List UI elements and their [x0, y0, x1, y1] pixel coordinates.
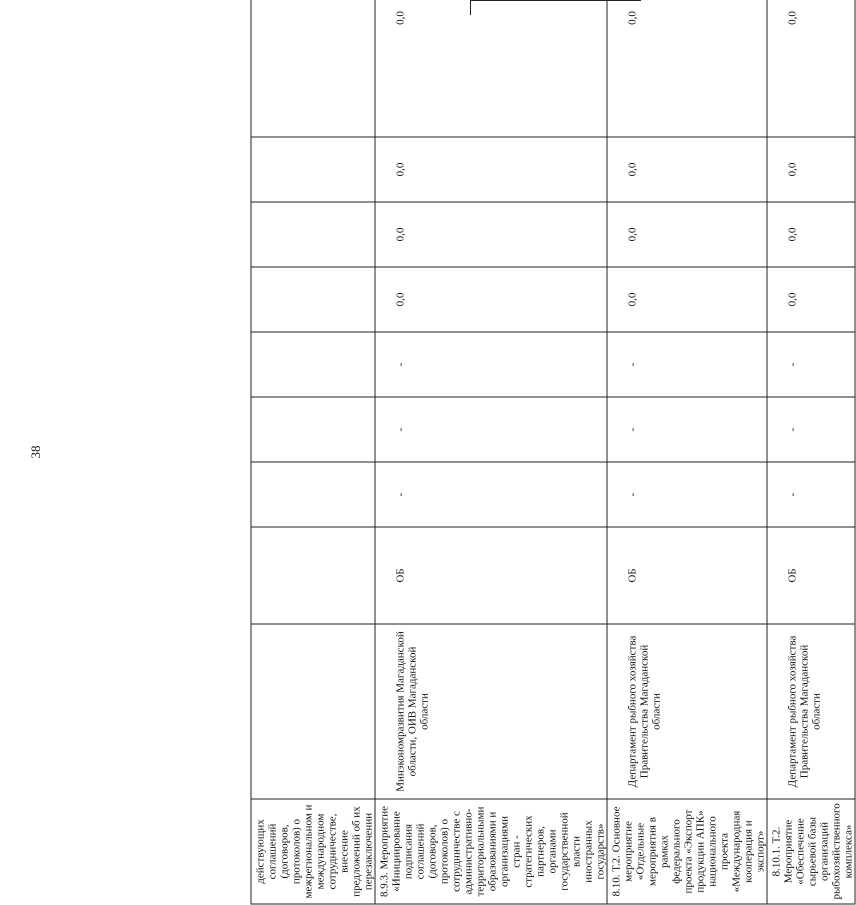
amount-value-cell	[251, 0, 375, 137]
amount-value: 0,0	[786, 292, 799, 307]
amount-value-cell	[251, 202, 375, 267]
empty-value	[255, 337, 271, 393]
amount-value-cell	[375, 137, 607, 202]
responsible-executor: Минэкономразвития Магаданской области, ОИВ Магаданской области	[394, 631, 431, 792]
amount-value: 0,0	[786, 227, 799, 242]
amount-value: 0,0	[786, 11, 799, 25]
empty-value: -	[786, 492, 799, 497]
empty-value-cell	[251, 397, 375, 462]
empty-value: -	[786, 427, 799, 432]
empty-value-cell	[607, 462, 767, 527]
amount-value: 0,0	[786, 162, 799, 177]
activity-name: 8.10. Т.2. Основное мероприятие «Отдельные мероприятия в рамках федерального проекта «Экспорт продукции АПК» национального проекта «Международная кооперация и экспорт»	[607, 799, 767, 904]
empty-value-cell	[251, 332, 375, 397]
funding-source	[255, 532, 271, 620]
funding-source: ОБ	[786, 568, 799, 583]
funding-source: ОБ	[626, 568, 639, 583]
funding-source-cell	[767, 527, 855, 624]
empty-value-cell	[375, 397, 607, 462]
amount-value	[255, 0, 271, 133]
empty-value-cell	[607, 397, 767, 462]
funding-source-cell	[251, 527, 375, 624]
empty-value-cell	[767, 397, 855, 462]
amount-value-cell	[375, 267, 607, 332]
responsible-executor-cell	[607, 624, 767, 799]
empty-value-cell	[607, 332, 767, 397]
activity-name: 8.10.1. Т.2. Мероприятие «Обеспечение сырьевой базы организаций рыбохозяйственного комплекса»	[767, 799, 855, 904]
amount-value: 0,0	[626, 227, 639, 242]
responsible-executor-cell	[251, 624, 375, 799]
amount-value-cell	[375, 0, 607, 137]
empty-value	[255, 402, 271, 458]
empty-value: -	[394, 492, 407, 497]
amount-value-cell	[767, 202, 855, 267]
activity-name: действующих соглашений (договоров, протоколов) о межрегиональном и международном сотрудничестве, внесение предложений об их перезаключении	[251, 799, 375, 904]
program-activities-table	[251, 0, 856, 905]
amount-value-cell	[767, 137, 855, 202]
responsible-executor	[255, 629, 271, 795]
empty-value: -	[394, 427, 407, 432]
responsible-executor-cell	[767, 624, 855, 799]
funding-source-cell	[607, 527, 767, 624]
page-number: 38	[28, 445, 43, 459]
empty-value: -	[626, 492, 639, 497]
empty-value-cell	[767, 332, 855, 397]
empty-value: -	[786, 362, 799, 367]
empty-value-cell	[375, 332, 607, 397]
amount-value	[255, 142, 271, 198]
amount-value-cell	[251, 267, 375, 332]
funding-source: ОБ	[394, 568, 407, 583]
table-row	[767, 0, 855, 904]
amount-value-cell	[767, 267, 855, 332]
table-row	[375, 0, 607, 904]
funding-source-cell	[375, 527, 607, 624]
responsible-executor: Департамент рыбного хозяйства Правительства Магаданской области	[786, 635, 823, 788]
empty-value-cell	[251, 462, 375, 527]
empty-value-cell	[375, 462, 607, 527]
amount-value: 0,0	[626, 11, 639, 25]
table-row	[251, 0, 375, 904]
amount-value-cell	[767, 0, 855, 137]
empty-value: -	[626, 427, 639, 432]
amount-value-cell	[607, 267, 767, 332]
amount-value	[255, 272, 271, 328]
amount-value: 0,0	[394, 292, 407, 307]
amount-value: 0,0	[394, 162, 407, 177]
amount-value: 0,0	[626, 292, 639, 307]
table-row	[607, 0, 767, 904]
responsible-executor-cell	[375, 624, 607, 799]
amount-value-cell	[251, 137, 375, 202]
empty-value: -	[394, 362, 407, 367]
empty-value	[255, 467, 271, 523]
amount-value: 0,0	[394, 11, 407, 25]
empty-value-cell	[767, 462, 855, 527]
amount-value-cell	[607, 0, 767, 137]
amount-value-cell	[607, 202, 767, 267]
amount-value	[255, 207, 271, 263]
amount-value: 0,0	[394, 227, 407, 242]
empty-value: -	[626, 362, 639, 367]
amount-value-cell	[607, 137, 767, 202]
amount-value-cell	[375, 202, 607, 267]
amount-value: 0,0	[626, 162, 639, 177]
responsible-executor: Департамент рыбного хозяйства Правительства Магаданской области	[626, 635, 663, 788]
activity-name: 8.9.3. Мероприятие «Инициирование подписания соглашений (договоров, протоколов) о сотрудничестве с административно-территориальными образованиями и организациями стран - стратегических партнеров, органами государственной власти иностранных государств»	[375, 799, 607, 904]
